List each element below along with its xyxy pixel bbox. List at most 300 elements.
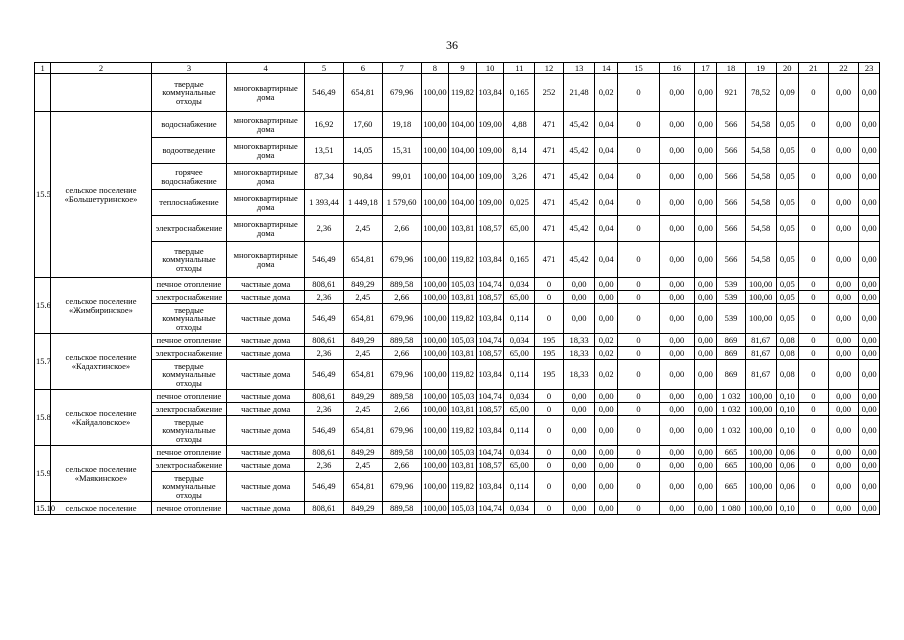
value-cell: 65,00 [504,216,535,242]
value-cell: 0,00 [828,390,859,403]
value-cell: 0,00 [694,347,717,360]
value-cell: 2,36 [305,216,344,242]
value-cell: 665 [717,459,746,472]
service-cell: твердые коммунальные отходы [151,74,227,112]
value-cell: 100,00 [421,74,449,112]
value-cell: 654,81 [343,242,382,278]
value-cell: 0,00 [694,502,717,515]
value-cell: 18,33 [563,347,595,360]
service-cell: твердые коммунальные отходы [151,360,227,390]
settlement-cell: сельское поселение «Кадахтинское» [51,334,151,390]
value-cell: 654,81 [343,74,382,112]
value-cell: 100,00 [421,112,449,138]
value-cell: 195 [535,347,564,360]
housing-type-cell: многоквартирные дома [227,216,305,242]
value-cell: 108,57 [476,216,504,242]
value-cell: 0,00 [659,138,694,164]
col-number: 23 [859,63,880,74]
value-cell: 2,45 [343,403,382,416]
value-cell: 100,00 [745,304,776,334]
value-cell: 679,96 [382,416,421,446]
value-cell: 0,00 [563,446,595,459]
value-cell: 99,01 [382,164,421,190]
value-cell: 889,58 [382,446,421,459]
value-cell: 0,04 [595,242,618,278]
value-cell: 19,18 [382,112,421,138]
value-cell: 0,00 [659,291,694,304]
value-cell: 849,29 [343,446,382,459]
value-cell: 849,29 [343,390,382,403]
value-cell: 539 [717,304,746,334]
col-number: 5 [305,63,344,74]
row-index-cell: 15.6 [35,278,51,334]
value-cell: 2,36 [305,347,344,360]
value-cell: 0,00 [694,304,717,334]
value-cell: 16,92 [305,112,344,138]
table-row [35,459,880,472]
value-cell: 679,96 [382,242,421,278]
value-cell: 104,00 [449,164,477,190]
value-cell: 0,00 [694,112,717,138]
value-cell: 0,00 [694,334,717,347]
value-cell: 100,00 [421,416,449,446]
value-cell: 808,61 [305,390,344,403]
value-cell: 546,49 [305,416,344,446]
value-cell: 104,74 [476,502,504,515]
value-cell: 195 [535,334,564,347]
value-cell: 0,00 [828,360,859,390]
housing-type-cell: частные дома [227,459,305,472]
value-cell: 2,66 [382,403,421,416]
housing-type-cell: многоквартирные дома [227,164,305,190]
value-cell: 0 [535,472,564,502]
value-cell: 0 [617,472,659,502]
value-cell: 0,00 [659,390,694,403]
value-cell: 108,57 [476,459,504,472]
value-cell: 1 080 [717,502,746,515]
value-cell: 0,00 [595,502,618,515]
value-cell: 1 579,60 [382,190,421,216]
row-index-cell: 15.10 [36,502,56,513]
value-cell: 0,114 [504,304,535,334]
value-cell: 104,74 [476,334,504,347]
value-cell: 0,00 [828,190,859,216]
col-number: 22 [828,63,859,74]
value-cell: 103,84 [476,74,504,112]
service-cell: электроснабжение [151,347,227,360]
table-row [35,291,880,304]
value-cell: 100,00 [421,278,449,291]
value-cell: 0,00 [659,278,694,291]
value-cell: 654,81 [343,416,382,446]
value-cell: 87,34 [305,164,344,190]
value-cell: 103,84 [476,416,504,446]
value-cell: 0,025 [504,190,535,216]
value-cell: 3,26 [504,164,535,190]
col-number: 18 [717,63,746,74]
value-cell: 0,00 [828,446,859,459]
value-cell: 0,04 [595,216,618,242]
table-row [35,472,880,502]
value-cell: 1 393,44 [305,190,344,216]
value-cell: 0,05 [776,190,799,216]
value-cell: 0,10 [776,390,799,403]
value-cell: 0,00 [828,164,859,190]
service-cell: теплоснабжение [151,190,227,216]
col-number: 7 [382,63,421,74]
value-cell: 0,00 [694,472,717,502]
value-cell: 0,02 [595,360,618,390]
value-cell: 0,00 [859,304,880,334]
value-cell: 0,00 [859,216,880,242]
table-row [35,138,880,164]
table-row [35,446,880,459]
value-cell: 0,00 [859,291,880,304]
value-cell: 0,00 [859,138,880,164]
value-cell: 108,57 [476,403,504,416]
value-cell: 0 [535,459,564,472]
value-cell: 104,74 [476,446,504,459]
col-number: 14 [595,63,618,74]
value-cell: 0,00 [563,472,595,502]
value-cell: 0 [617,242,659,278]
value-cell: 0 [535,304,564,334]
value-cell: 2,66 [382,347,421,360]
value-cell: 119,82 [449,242,477,278]
service-cell: электроснабжение [151,291,227,304]
housing-type-cell: многоквартирные дома [227,190,305,216]
table-row [35,360,880,390]
value-cell: 0 [799,472,829,502]
value-cell: 679,96 [382,304,421,334]
value-cell: 0,00 [828,347,859,360]
value-cell: 566 [717,190,746,216]
value-cell: 566 [717,164,746,190]
value-cell: 100,00 [421,472,449,502]
value-cell: 104,74 [476,390,504,403]
value-cell: 0 [799,138,829,164]
table-row [35,304,880,334]
value-cell: 2,36 [305,291,344,304]
value-cell: 81,67 [745,360,776,390]
housing-type-cell: многоквартирные дома [227,112,305,138]
value-cell: 0 [535,403,564,416]
value-cell: 0,034 [504,502,535,515]
value-cell: 65,00 [504,291,535,304]
value-cell: 0 [535,446,564,459]
value-cell: 105,03 [449,334,477,347]
value-cell: 0,00 [595,278,618,291]
value-cell: 0,05 [776,291,799,304]
value-cell: 0,08 [776,347,799,360]
value-cell: 0,00 [828,459,859,472]
value-cell: 654,81 [343,304,382,334]
value-cell: 889,58 [382,334,421,347]
value-cell: 100,00 [421,403,449,416]
table-row [35,347,880,360]
value-cell: 889,58 [382,278,421,291]
value-cell: 0,02 [595,74,618,112]
value-cell: 0,165 [504,74,535,112]
value-cell: 0 [799,74,829,112]
value-cell: 0 [617,334,659,347]
value-cell: 0,05 [776,112,799,138]
value-cell: 1 032 [717,416,746,446]
value-cell: 0 [799,112,829,138]
value-cell: 65,00 [504,459,535,472]
value-cell: 0,00 [859,390,880,403]
value-cell: 0 [617,138,659,164]
value-cell: 105,03 [449,446,477,459]
value-cell: 0,08 [776,360,799,390]
value-cell: 0 [799,459,829,472]
row-index-cell: 15.8 [35,390,51,446]
row-index-cell [35,74,51,112]
value-cell: 0 [799,242,829,278]
service-cell: твердые коммунальные отходы [151,304,227,334]
value-cell: 0,00 [563,459,595,472]
settlement-cell: сельское поселение «Большетуринское» [51,112,151,278]
value-cell: 100,00 [745,472,776,502]
value-cell: 109,00 [476,112,504,138]
value-cell: 869 [717,347,746,360]
value-cell: 0,034 [504,278,535,291]
value-cell: 0,00 [828,291,859,304]
value-cell: 100,00 [745,278,776,291]
value-cell: 0,05 [776,242,799,278]
service-cell: твердые коммунальные отходы [151,472,227,502]
value-cell: 546,49 [305,472,344,502]
value-cell: 0,00 [859,112,880,138]
row-index-cell: 15.9 [35,446,51,502]
value-cell: 103,84 [476,304,504,334]
col-number: 20 [776,63,799,74]
value-cell: 0,00 [659,360,694,390]
value-cell: 0 [799,403,829,416]
value-cell: 0 [617,446,659,459]
value-cell: 105,03 [449,278,477,291]
value-cell: 0,00 [828,216,859,242]
value-cell: 0,00 [563,278,595,291]
value-cell: 808,61 [305,334,344,347]
service-cell: электроснабжение [151,459,227,472]
value-cell: 0,06 [776,472,799,502]
value-cell: 100,00 [421,190,449,216]
value-cell: 0,04 [595,164,618,190]
value-cell: 119,82 [449,472,477,502]
value-cell: 81,67 [745,347,776,360]
value-cell: 100,00 [421,242,449,278]
value-cell: 0 [535,278,564,291]
housing-type-cell: частные дома [227,278,305,291]
col-number: 12 [535,63,564,74]
value-cell: 103,81 [449,216,477,242]
value-cell: 539 [717,278,746,291]
value-cell: 105,03 [449,502,477,515]
value-cell: 0,00 [595,446,618,459]
value-cell: 0,00 [694,242,717,278]
value-cell: 100,00 [421,390,449,403]
value-cell: 0,114 [504,472,535,502]
value-cell: 18,33 [563,334,595,347]
value-cell: 0 [799,416,829,446]
value-cell: 104,74 [476,278,504,291]
value-cell: 0,00 [694,390,717,403]
value-cell: 54,58 [745,242,776,278]
value-cell: 2,66 [382,459,421,472]
value-cell: 0 [799,291,829,304]
value-cell: 100,00 [421,360,449,390]
service-cell: печное отопление [151,390,227,403]
value-cell: 0,00 [859,334,880,347]
table-row [35,390,880,403]
value-cell: 100,00 [421,291,449,304]
value-cell: 0,05 [776,138,799,164]
value-cell: 100,00 [421,459,449,472]
value-cell: 2,45 [343,216,382,242]
value-cell: 0,00 [659,74,694,112]
value-cell: 0,034 [504,446,535,459]
table-row [35,190,880,216]
table-row [35,112,880,138]
value-cell: 45,42 [563,242,595,278]
table-row [35,216,880,242]
value-cell: 0,00 [595,403,618,416]
value-cell: 0,00 [694,216,717,242]
housing-type-cell: частные дома [227,360,305,390]
value-cell: 0,00 [595,304,618,334]
value-cell: 546,49 [305,304,344,334]
value-cell: 100,00 [421,502,449,515]
service-cell: печное отопление [151,446,227,459]
value-cell: 665 [717,446,746,459]
value-cell: 0,00 [659,347,694,360]
settlement-cell: сельское поселение «Жимбиринское» [51,278,151,334]
housing-type-cell: частные дома [227,304,305,334]
value-cell: 45,42 [563,112,595,138]
value-cell: 1 032 [717,390,746,403]
value-cell: 849,29 [343,334,382,347]
value-cell: 2,45 [343,459,382,472]
value-cell: 0,10 [776,403,799,416]
value-cell: 0,00 [828,242,859,278]
value-cell: 0 [617,74,659,112]
value-cell: 0 [799,164,829,190]
value-cell: 0,00 [859,472,880,502]
value-cell: 119,82 [449,74,477,112]
value-cell: 103,84 [476,242,504,278]
value-cell: 1 032 [717,403,746,416]
value-cell: 869 [717,360,746,390]
value-cell: 54,58 [745,138,776,164]
value-cell: 0 [617,459,659,472]
value-cell: 0,00 [694,360,717,390]
value-cell: 0,00 [859,360,880,390]
col-number: 9 [449,63,477,74]
col-number: 15 [617,63,659,74]
value-cell: 119,82 [449,360,477,390]
value-cell: 0 [617,390,659,403]
value-cell: 103,81 [449,291,477,304]
housing-type-cell: многоквартирные дома [227,242,305,278]
col-number: 4 [227,63,305,74]
value-cell: 65,00 [504,347,535,360]
value-cell: 679,96 [382,360,421,390]
value-cell: 54,58 [745,112,776,138]
service-cell: твердые коммунальные отходы [151,242,227,278]
value-cell: 0,00 [828,334,859,347]
value-cell: 0,00 [859,416,880,446]
value-cell: 104,00 [449,112,477,138]
value-cell: 0,00 [694,459,717,472]
value-cell: 100,00 [745,459,776,472]
value-cell: 808,61 [305,278,344,291]
value-cell: 0,00 [859,164,880,190]
value-cell: 0,00 [828,502,859,515]
value-cell: 18,33 [563,360,595,390]
col-number: 6 [343,63,382,74]
value-cell: 0,00 [595,390,618,403]
value-cell: 100,00 [421,446,449,459]
value-cell: 0,00 [659,190,694,216]
housing-type-cell: частные дома [227,472,305,502]
service-cell: электроснабжение [151,403,227,416]
value-cell: 0 [617,502,659,515]
value-cell: 21,48 [563,74,595,112]
value-cell: 100,00 [745,446,776,459]
housing-type-cell: частные дома [227,390,305,403]
service-cell: печное отопление [151,502,227,515]
value-cell: 0,00 [859,278,880,291]
housing-type-cell: многоквартирные дома [227,138,305,164]
value-cell: 0 [535,502,564,515]
value-cell: 0,00 [828,403,859,416]
value-cell: 100,00 [421,334,449,347]
value-cell: 0,00 [694,291,717,304]
value-cell: 0,00 [659,472,694,502]
value-cell: 0 [617,416,659,446]
value-cell: 0,00 [859,347,880,360]
col-number: 2 [51,63,151,74]
value-cell: 0,00 [659,502,694,515]
value-cell: 665 [717,472,746,502]
col-number: 13 [563,63,595,74]
col-number: 1 [35,63,51,74]
value-cell: 100,00 [745,291,776,304]
service-cell: водоснабжение [151,112,227,138]
value-cell: 0,114 [504,360,535,390]
value-cell: 0,00 [828,304,859,334]
value-cell: 8,14 [504,138,535,164]
value-cell: 103,81 [449,459,477,472]
value-cell: 54,58 [745,216,776,242]
value-cell: 119,82 [449,304,477,334]
row-index-cell: 15.5 [35,112,51,278]
value-cell: 0,00 [694,190,717,216]
service-cell: электроснабжение [151,216,227,242]
value-cell: 0,00 [563,291,595,304]
value-cell: 0,00 [828,416,859,446]
value-cell: 0,08 [776,334,799,347]
value-cell: 0 [535,390,564,403]
col-number: 16 [659,63,694,74]
value-cell: 0,00 [659,242,694,278]
value-cell: 0,034 [504,390,535,403]
value-cell: 546,49 [305,242,344,278]
table-row [35,278,880,291]
value-cell: 0,10 [776,502,799,515]
housing-type-cell: частные дома [227,403,305,416]
